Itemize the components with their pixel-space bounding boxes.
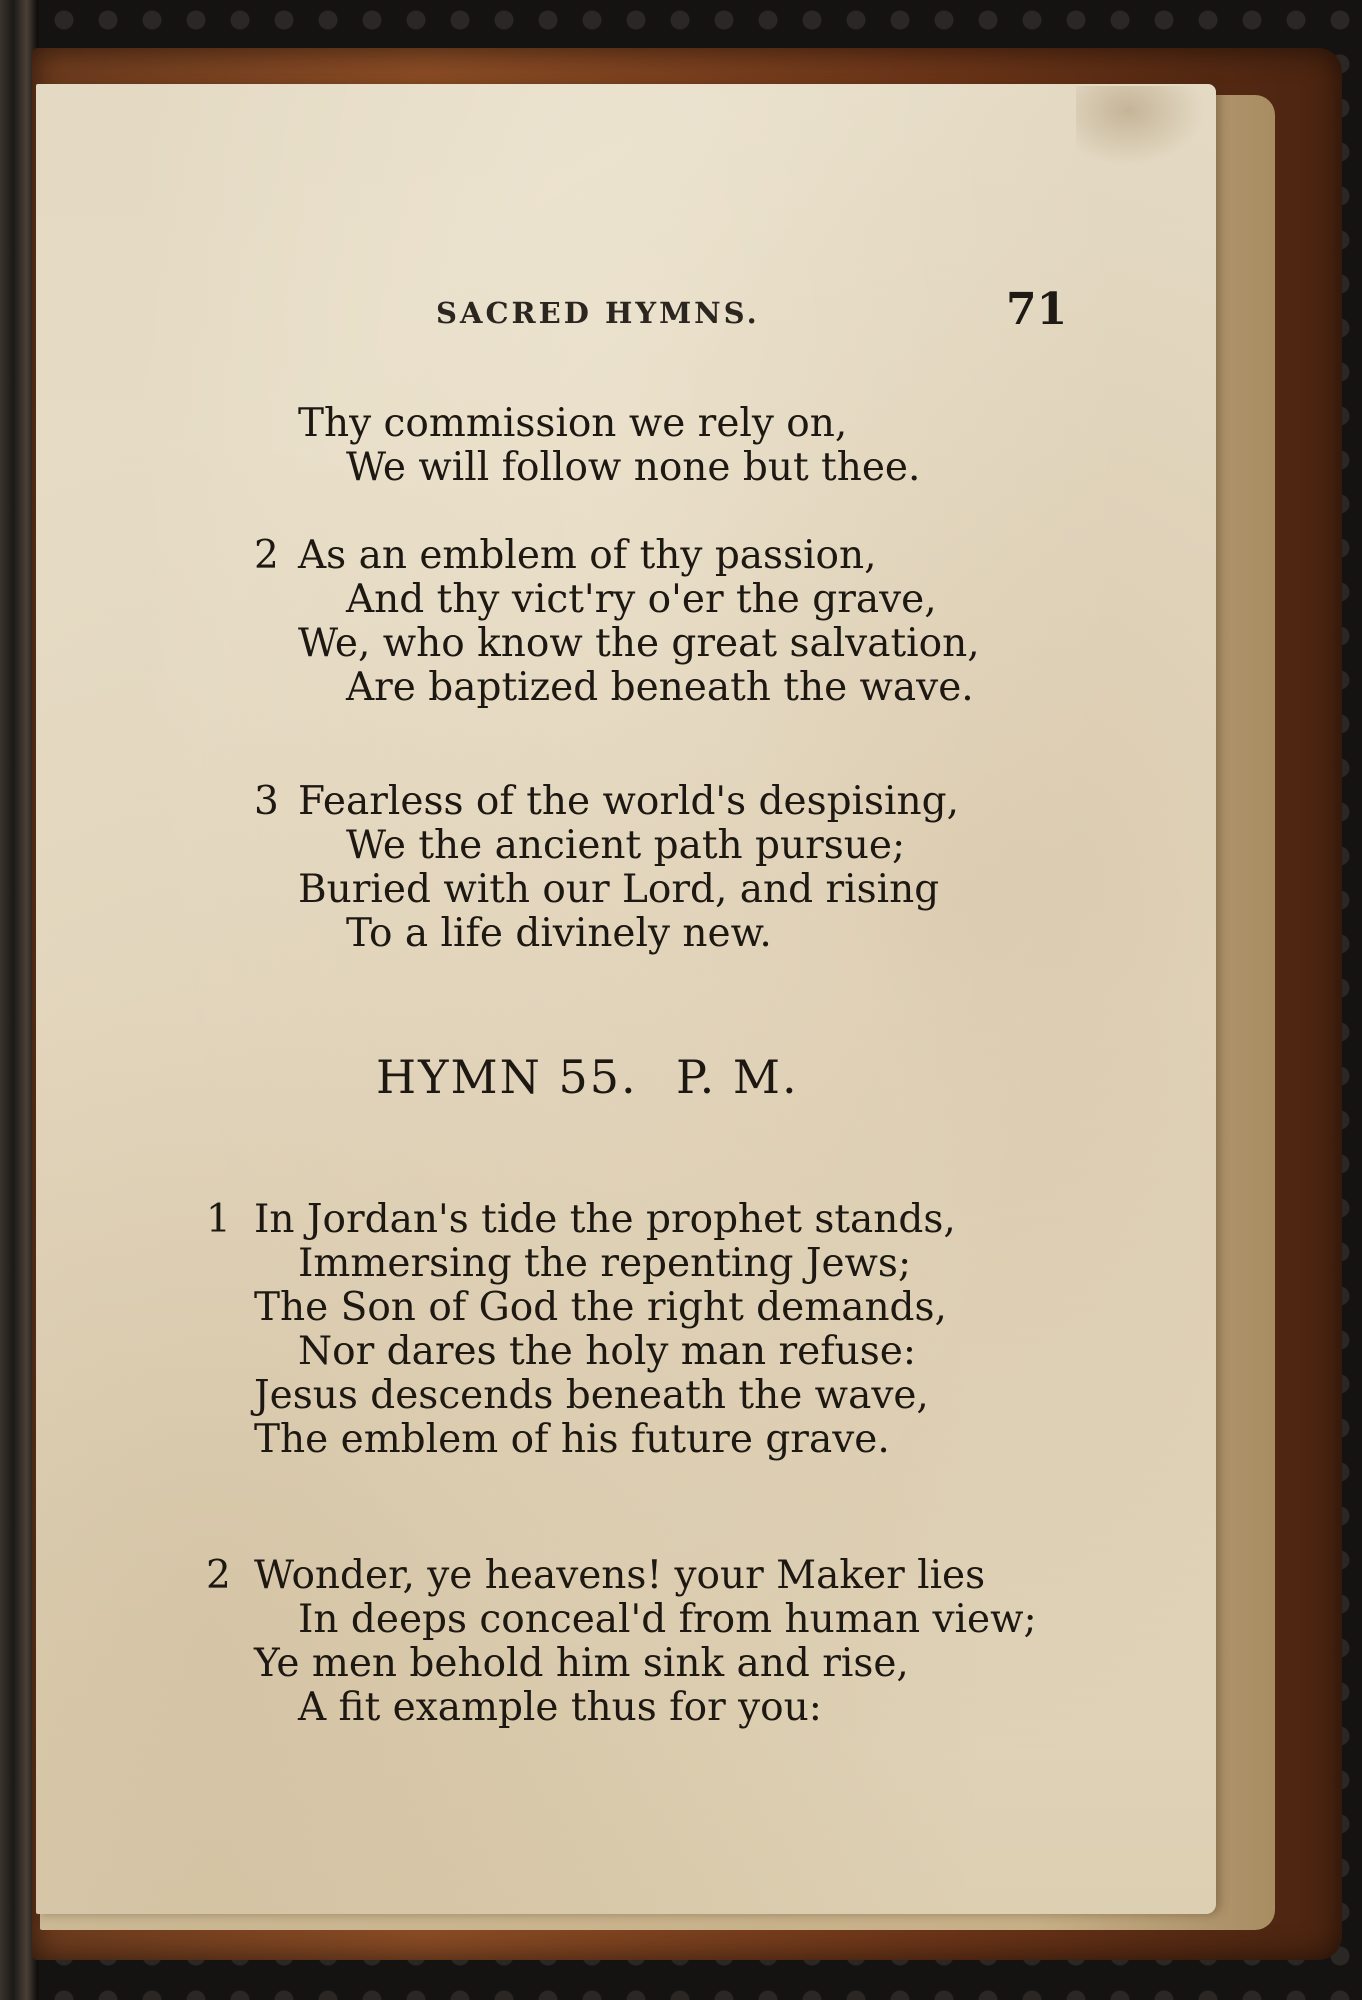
- stanza-line: We, who know the great salvation,: [298, 621, 980, 666]
- stanza-line: In Jordan's tide the prophet stands,: [254, 1197, 956, 1242]
- stanza-line: In deeps conceal'd from human view;: [298, 1597, 1037, 1642]
- hymn-meter: P. M.: [676, 1050, 799, 1104]
- page-corner-wear: [1076, 86, 1206, 166]
- stanza-line: To a life divinely new.: [346, 911, 772, 956]
- stanza-line: We the ancient path pursue;: [346, 823, 906, 868]
- stanza-line: Immersing the repenting Jews;: [298, 1241, 912, 1286]
- stanza-line: We will follow none but thee.: [346, 445, 921, 490]
- running-head: [36, 284, 1216, 336]
- verse-number: 1: [206, 1197, 231, 1242]
- stanza-line: Thy commission we rely on,: [298, 401, 848, 446]
- stanza-line: A fit example thus for you:: [298, 1685, 822, 1730]
- stanza-line: Nor dares the holy man refuse:: [298, 1329, 917, 1374]
- stanza-line: As an emblem of thy passion,: [298, 533, 877, 578]
- stanza-line: Are baptized beneath the wave.: [346, 665, 974, 710]
- hymn-title: HYMN 55.: [376, 1050, 638, 1104]
- stanza-line: Buried with our Lord, and rising: [298, 867, 940, 912]
- stanza-line: Fearless of the world's despising,: [298, 779, 960, 824]
- stanza-line: Jesus descends beneath the wave,: [254, 1373, 929, 1418]
- book-page: [36, 84, 1216, 1914]
- stanza-line: Wonder, ye heavens! your Maker lies: [254, 1553, 986, 1598]
- verse-number: 3: [254, 779, 279, 824]
- stanza-line: The Son of God the right demands,: [254, 1285, 947, 1330]
- stanza-line: The emblem of his future grave.: [254, 1417, 890, 1462]
- running-title: SACRED HYMNS.: [436, 296, 760, 330]
- stanza-line: Ye men behold him sink and rise,: [254, 1641, 909, 1686]
- verse-number: 2: [206, 1553, 231, 1598]
- verse-number: 2: [254, 533, 279, 578]
- page-number: 71: [1006, 284, 1068, 335]
- stanza-line: And thy vict'ry o'er the grave,: [346, 577, 937, 622]
